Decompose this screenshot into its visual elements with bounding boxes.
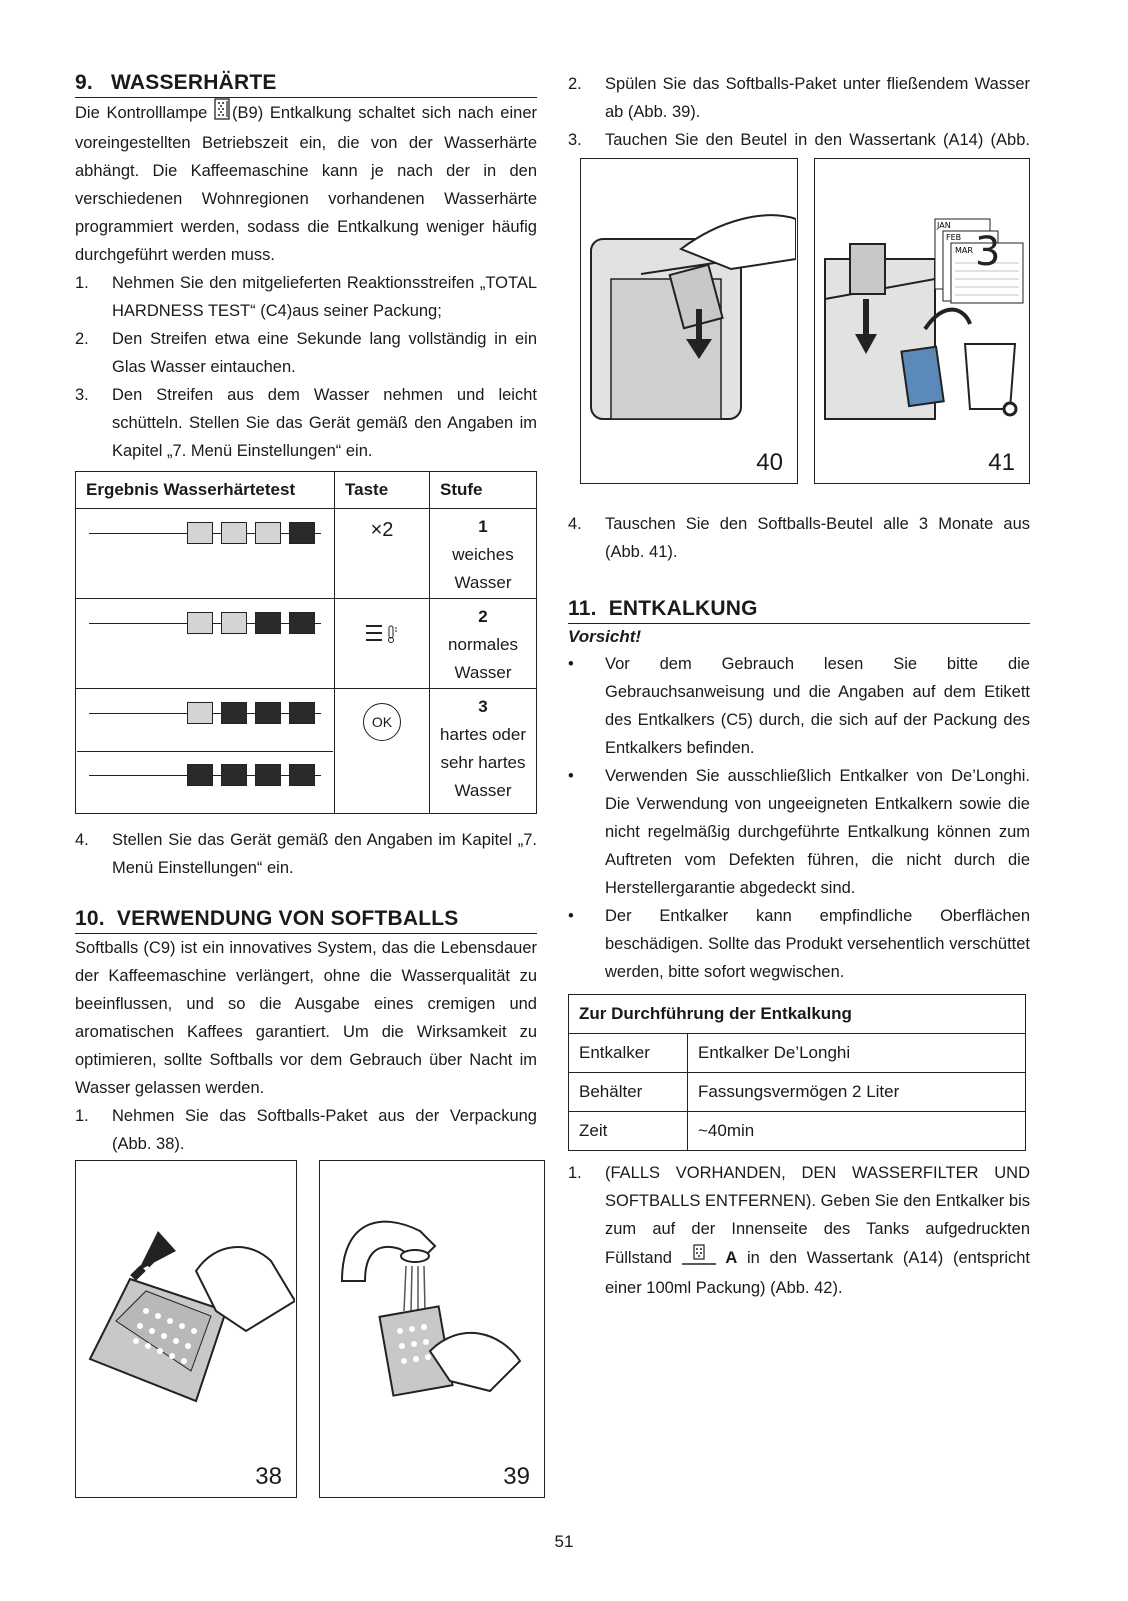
test-strip-level-3 — [89, 702, 321, 726]
table-row: Zeit ~40min — [569, 1112, 1026, 1151]
list-item: 4. Tauschen Sie den Softballs-Beutel alle 3 Monate aus (Abb. 41). — [568, 515, 1030, 561]
figure-40 — [580, 158, 798, 484]
table-row: Entkalker Entkalker De’Longhi — [569, 1034, 1026, 1073]
section-11-title: 11. ENTKALKUNG — [568, 596, 1030, 624]
descale-lamp-icon — [214, 98, 232, 129]
table-header: Taste — [335, 472, 430, 509]
test-strip-cell — [76, 689, 335, 814]
list-item: 1. Nehmen Sie das Softballs-Paket aus der Verpackung (Abb. 38). — [75, 1107, 537, 1153]
fill-level-icon — [682, 1243, 716, 1274]
test-strip-level-2 — [89, 612, 321, 636]
table-header: Zur Durchführung der Entkalkung — [569, 995, 1026, 1034]
caution-bullets — [568, 650, 1030, 986]
rinse-under-tap-illustration — [320, 1161, 543, 1461]
list-item: 3. Den Streifen aus dem Wasser nehmen und leicht schütteln. Stellen Sie das Gerät gemäß den Angaben im Kapitel „7. Menü Einstellungen“ ein. — [75, 386, 537, 460]
softballs-package-illustration — [76, 1161, 295, 1461]
figure-39 — [319, 1160, 545, 1498]
test-strip-level-4 — [89, 764, 321, 788]
level-cell: 2 normales Wasser — [430, 599, 537, 689]
table-row: Behälter Fassungsvermögen 2 Liter — [569, 1073, 1026, 1112]
level-cell: 3 hartes oder sehr hartes Wasser — [430, 689, 537, 814]
section-10-steps — [75, 1102, 537, 1158]
replace-bag-calendar-illustration — [815, 159, 1028, 444]
list-item: 1. (FALLS VORHANDEN, DEN WASSERFILTER UND SOFTBALLS ENTFERNEN). Geben Sie den Entkalker bis zum auf der Innenseite des Tanks aufgedruckten Füllstand A in den Wassertank (A14) (entspricht einer 100ml Packung) (Abb. 42). — [568, 1164, 1030, 1297]
calendar-big-number: 3 — [975, 229, 1001, 275]
descaling-table — [568, 994, 1026, 1151]
list-item: 2. Den Streifen etwa eine Sekunde lang vollständig in ein Glas Wasser eintauchen. — [75, 330, 537, 376]
page-number: 51 — [554, 1532, 574, 1551]
list-item: • Der Entkalker kann empfindliche Oberflächen beschädigen. Sollte das Produkt versehentlich verschüttet werden, bitte sofort wegwischen. — [568, 907, 1030, 981]
list-item: 3. Tauchen Sie den Beutel in den Wassertank (A14) (Abb. — [568, 131, 1030, 149]
section-9-intro: Die Kontrolllampe (B9) Entkalkung schaltet sich nach einer voreingestellten Betriebszeit ein, die von der Wasserhärte abhängt. Die Kaffeemaschine kann je nach der in den verschiedenen Wohnregionen vorhandenen Wasserhärte programmiert werden, sodass die Entkalkung weniger häufig durchgeführt werden muss. — [75, 98, 537, 269]
table-header: Stufe — [430, 472, 537, 509]
key-cell: ×2 — [335, 509, 430, 599]
section-9-step-4 — [75, 826, 537, 882]
list-item: • Vor dem Gebrauch lesen Sie bitte die Gebrauchsanweisung und die Angaben auf dem Etikett des Entkalkers (C5) durch, die sich auf der Packung des Entkalkers befinden. — [568, 655, 1030, 757]
section-10-title: 10. VERWENDUNG VON SOFTBALLS — [75, 906, 537, 934]
test-strip-cell — [76, 599, 335, 689]
water-hardness-table — [75, 471, 537, 814]
list-item: • Verwenden Sie ausschließlich Entkalker von De’Longhi. Die Verwendung von ungeeigneten Entkalkern sowie die nicht regelmäßig durchgeführte Entkalkung können zum Auftreten vom Defekten führen, die nicht durch die Herstellergarantie abgedeckt sind. — [568, 767, 1030, 897]
ok-button-icon: OK — [363, 703, 401, 741]
figure-number: 39 — [503, 1463, 530, 1490]
figure-number: 40 — [756, 449, 783, 476]
menu-lamp-icon — [362, 630, 402, 649]
right-column-lower — [568, 510, 1030, 1302]
section-10-intro: Softballs (C9) ist ein innovatives System, das die Lebensdauer der Kaffeemaschine verlängert, ohne die Wasserqualität zu beeinflussen, und so die Ausgabe eines cremigen und aromatischen Kaffees garantiert. Um die Wirksamkeit zu optimieren, sollte Softballs vor dem Gebrauch über Nacht im Wasser gelassen werden. — [75, 939, 537, 1097]
figure-41 — [814, 158, 1030, 484]
list-item: 2. Spülen Sie das Softballs-Paket unter fließendem Wasser ab (Abb. 39). — [568, 75, 1030, 121]
key-cell — [335, 689, 430, 814]
calendar-month-3: MAR — [955, 246, 973, 255]
figure-number: 38 — [255, 1463, 282, 1490]
list-item: 1. Nehmen Sie den mitgelieferten Reaktionsstreifen „TOTAL HARDNESS TEST“ (C4)aus seiner Packung; — [75, 274, 537, 320]
calendar-month-1: JAN — [937, 221, 951, 230]
figure-number: 41 — [988, 449, 1015, 476]
insert-bag-tank-illustration — [581, 159, 796, 444]
calendar-month-2: FEB — [946, 233, 962, 242]
level-cell: 1 weiches Wasser — [430, 509, 537, 599]
key-cell — [335, 599, 430, 689]
section-9-steps — [75, 269, 537, 465]
section-9-title: 9. WASSERHÄRTE — [75, 70, 537, 98]
section-11-steps — [568, 1159, 1030, 1302]
left-column — [75, 70, 537, 1158]
test-strip-cell — [76, 509, 335, 599]
section-10-step-4 — [568, 510, 1030, 566]
figure-38 — [75, 1160, 297, 1498]
table-header: Ergebnis Wasserhärtetest — [76, 472, 335, 509]
test-strip-level-1 — [89, 522, 321, 546]
list-item: 4. Stellen Sie das Gerät gemäß den Angaben im Kapitel „7. Menü Einstellungen“ ein. — [75, 831, 537, 877]
caution-label: Vorsicht! — [568, 627, 642, 646]
